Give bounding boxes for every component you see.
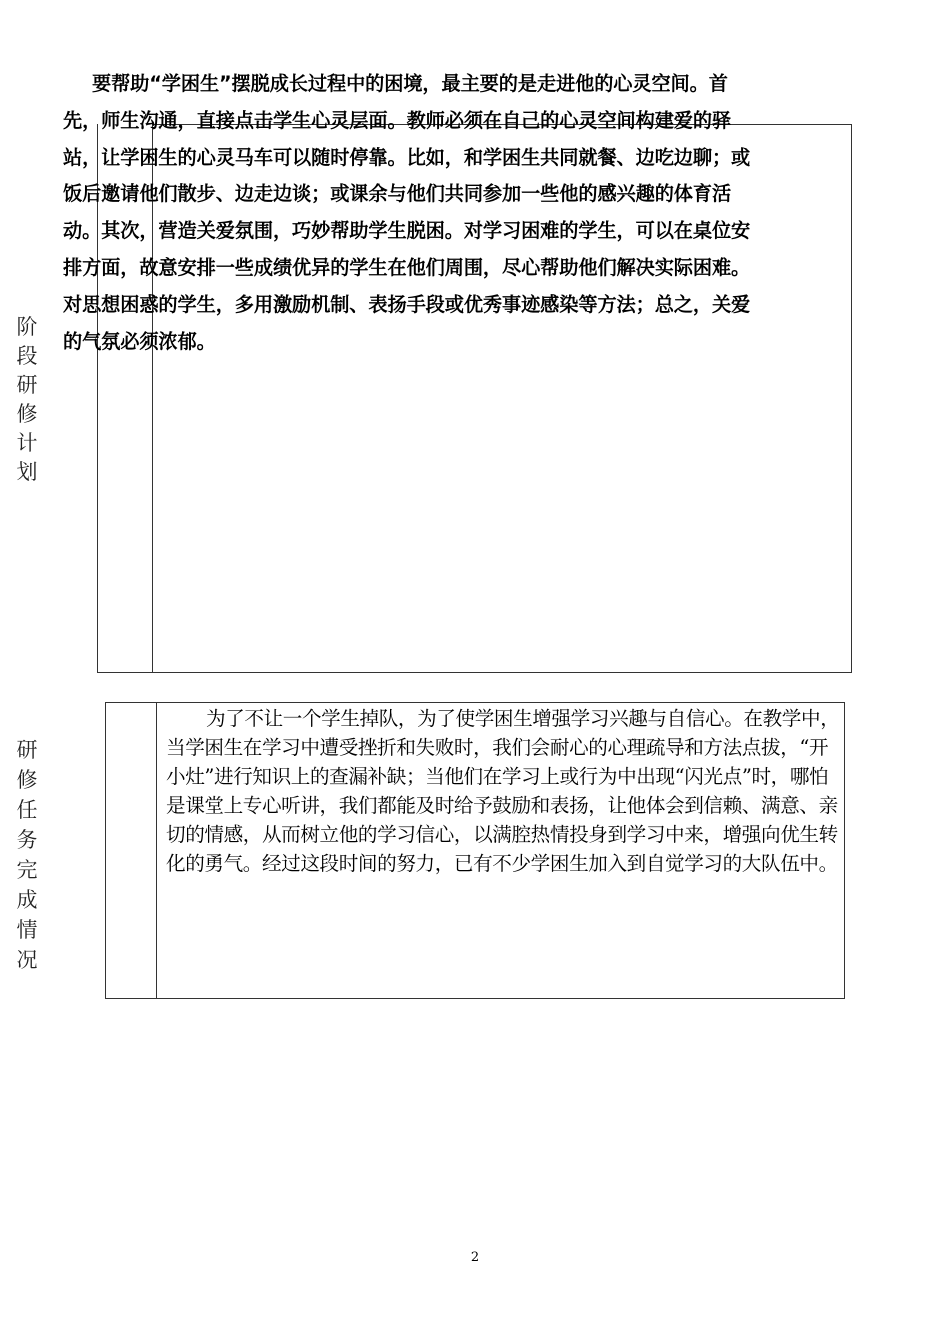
label-char: 研 — [16, 373, 38, 397]
label-char: 修 — [16, 768, 38, 792]
plan-text — [63, 66, 753, 360]
completion-text — [166, 704, 840, 878]
label-char: 计 — [16, 431, 38, 455]
label-char: 任 — [16, 798, 38, 822]
label-char: 阶 — [16, 315, 38, 339]
label-char: 研 — [16, 738, 38, 762]
label-char: 情 — [16, 918, 38, 942]
plan-paragraph: 要帮助“学困生”摆脱成长过程中的困境，最主要的是走进他的心灵空间。首先，师生沟通，直接点击学生心灵层面。教师必须在自己的心灵空间构建爱的驿站，让学困生的心灵马车可以随时停靠。比如，和学困生共同就餐、边吃边聊；或饭后邀请他们散步、边走边谈；或课余与他们共同参加一些他的感兴趣的体育活动。其次，营造关爱氛围，巧妙帮助学生脱困。对学习困难的学生，可以在桌位安排方面，故意安排一些成绩优异的学生在他们周围，尽心帮助他们解决实际困难。 — [63, 72, 751, 279]
label-char: 完 — [16, 858, 38, 882]
plan-paragraph: 对思想困惑的学生，多用激励机制、表扬手段或优秀事迹感染等方法；总之，关爱的气氛必须浓郁。 — [63, 292, 751, 353]
label-char: 修 — [16, 402, 38, 426]
page-number: 2 — [470, 1250, 480, 1265]
label-char: 务 — [16, 828, 38, 852]
label-char: 段 — [16, 344, 38, 368]
label-char: 成 — [16, 888, 38, 912]
label-char: 划 — [16, 460, 38, 484]
plan-row-label — [12, 313, 42, 487]
column-divider — [156, 703, 157, 998]
label-char: 况 — [16, 948, 38, 972]
completion-row-label — [12, 735, 42, 975]
completion-paragraph: 为了不让一个学生掉队，为了使学困生增强学习兴趣与自信心。在教学中，当学困生在学习中遭受挫折和失败时，我们会耐心的心理疏导和方法点拔，“开小灶”进行知识上的查漏补缺；当他们在学习上或行为中出现“闪光点”时，哪怕是课堂上专心听讲，我们都能及时给予鼓励和表扬，让他体会到信赖、满意、亲切的情感，从而树立他的学习信心，以满腔热情投身到学习中来，增强向优生转化的勇气。经过这段时间的努力，已有不少学困生加入到自觉学习的大队伍中。 — [166, 707, 840, 875]
